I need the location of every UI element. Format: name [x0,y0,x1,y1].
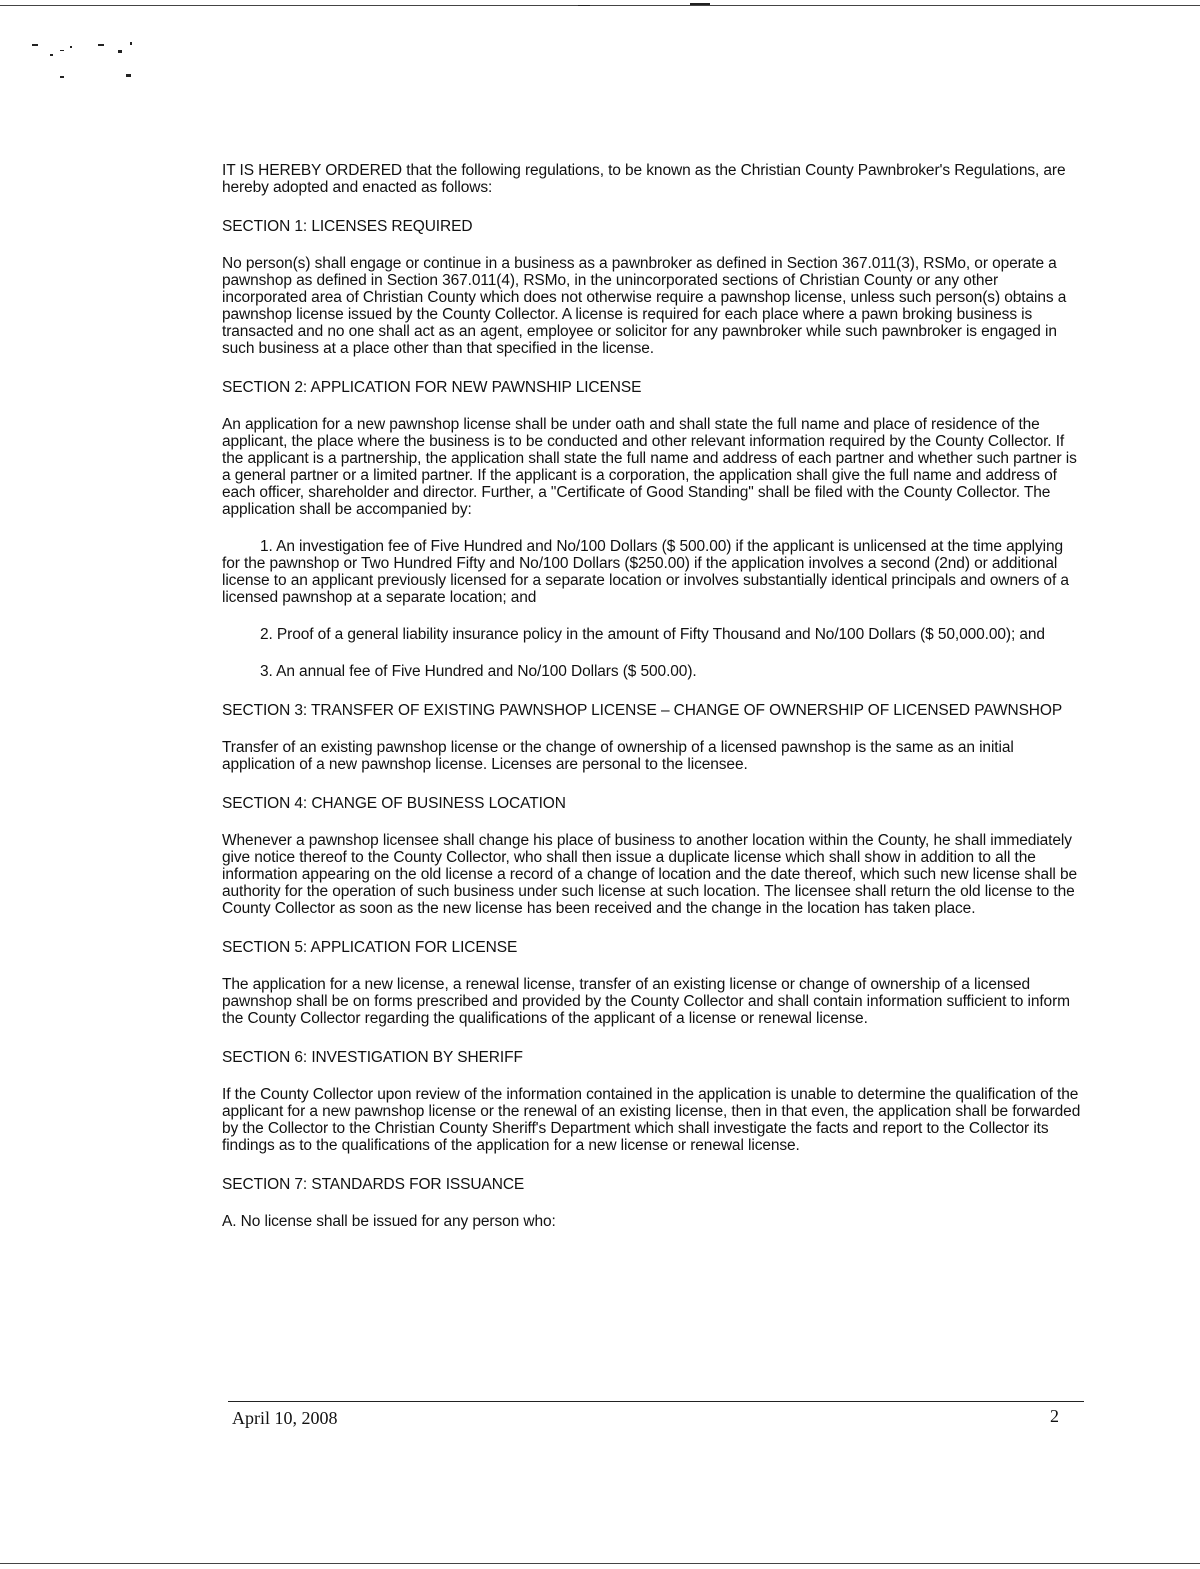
section-6-body: If the County Collector upon review of the information contained in the application is unable to determine the qualification of the applicant for a new pawnshop license or the renewal of an existing license, then in that even, the application shall be forwarded by the Collector to the Christian County Sheriff's Department which shall investigate the facts and report to the Collector its findings as to the qualifications of the application for a new license or renewal license. [222,1086,1081,1154]
scan-mark [578,5,590,6]
section-2-item-3: 3. An annual fee of Five Hundred and No/100 Dollars ($ 500.00). [260,663,697,680]
scan-specks [30,40,140,85]
section-1-body: No person(s) shall engage or continue in a business as a pawnbroker as defined in Section 367.011(3), RSMo, or operate a pawnshop as defined in Section 367.011(4), RSMo, in the unincorporated sections of Christian County or any other incorporated area of Christian County which does not otherwise require a pawnshop license, unless such person(s) obtains a pawnshop license issued by the County Collector. A license is required for each place where a pawn broking business is transacted and no one shall act as an agent, employee or solicitor for any pawnbroker while such pawnbroker is engaged in such business at a place other than that specified in the license. [222,255,1067,357]
page-number: 2 [1050,1406,1059,1426]
section-2-body: An application for a new pawnshop license shall be under oath and shall state the full name and place of residence of the applicant, the place where the business is to be conducted and other relevant information required by the County Collector. If the applicant is a partnership, the application shall state the full name and address of each partner and whether such partner is a general partner or a limited partner. If the applicant is a corporation, the application shall give the full name and address of each officer, shareholder and director. Further, a "Certificate of Good Standing" shall be filed with the County Collector. The application shall be accompanied by: [222,416,1077,518]
scan-mark [690,3,710,5]
section-5-heading: SECTION 5: APPLICATION FOR LICENSE [222,939,518,956]
intro-paragraph: IT IS HEREBY ORDERED that the following regulations, to be known as the Christian County Pawnbroker's Regulations, are hereby adopted and enacted as follows: [222,162,1066,196]
section-4-heading: SECTION 4: CHANGE OF BUSINESS LOCATION [222,795,566,812]
section-1-heading: SECTION 1: LICENSES REQUIRED [222,218,473,235]
section-4-body: Whenever a pawnshop licensee shall change his place of business to another location within the County, he shall immediately give notice thereof to the County Collector, who shall then issue a duplicate license which shall show in addition to all the information appearing on the old license a record of a change of location and the date thereof, which such new license shall be authority for the operation of such business under such license at such location. The licensee shall return the old license to the County Collector as soon as the new license has been received and the change in the location has taken place. [222,832,1077,917]
section-5-body: The application for a new license, a renewal license, transfer of an existing license or change of ownership of a licensed pawnshop shall be on forms prescribed and provided by the County Collector and shall contain information sufficient to inform the County Collector regarding the qualifications of the applicant of a license or renewal license. [222,976,1070,1027]
footer-date: April 10, 2008 [232,1408,338,1428]
section-3-body: Transfer of an existing pawnshop license or the change of ownership of a licensed pawnshop is the same as an initial application of a new pawnshop license. Licenses are personal to the licensee. [222,739,1014,773]
section-2-item-2: 2. Proof of a general liability insurance policy in the amount of Fifty Thousand and No/100 Dollars ($ 50,000.00); and [260,626,1045,643]
section-2-heading: SECTION 2: APPLICATION FOR NEW PAWNSHIP LICENSE [222,379,642,396]
section-2-item-1: 1. An investigation fee of Five Hundred and No/100 Dollars ($ 500.00) if the applicant is unlicensed at the time applying for the pawnshop or Two Hundred Fifty and No/100 Dollars ($250.00) if the application involves a second (2nd) or additional license to an applicant previously licensed for a separate location or involves substantially identical principals and owners of a licensed pawnshop at a separate location; and [222,538,1069,606]
footer-rule [228,1401,1084,1402]
section-7-body: A. No license shall be issued for any person who: [222,1213,556,1230]
section-7-heading: SECTION 7: STANDARDS FOR ISSUANCE [222,1176,525,1193]
scan-edge-top [0,5,1200,6]
section-6-heading: SECTION 6: INVESTIGATION BY SHERIFF [222,1049,523,1066]
document-body [222,162,1082,1244]
section-3-heading: SECTION 3: TRANSFER OF EXISTING PAWNSHOP LICENSE – CHANGE OF OWNERSHIP OF LICENSED PAWNSHOP [222,702,1063,719]
scan-edge-bottom [0,1563,1200,1564]
